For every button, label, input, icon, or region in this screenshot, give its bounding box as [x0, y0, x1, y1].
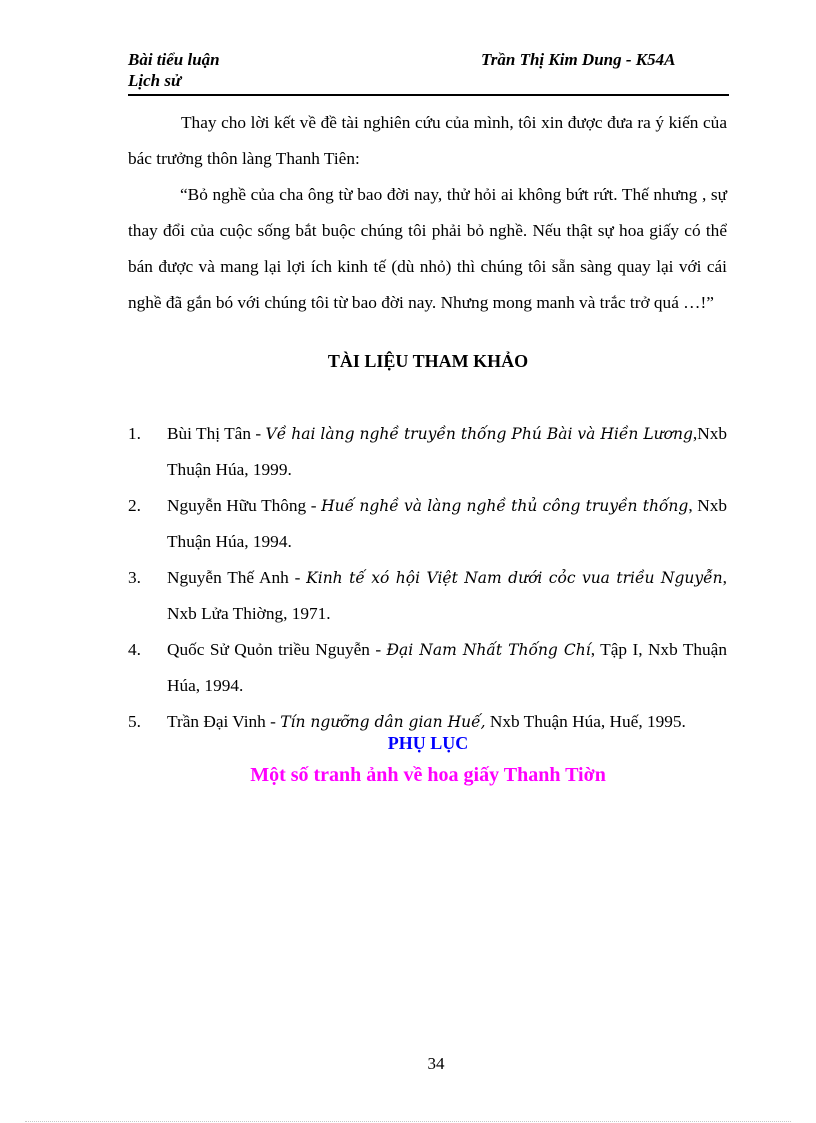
- reference-number: 4.: [128, 640, 141, 659]
- header-course-line1: Bài tiểu luận: [128, 50, 220, 69]
- header-author: Trần Thị Kim Dung - K54A: [481, 50, 676, 69]
- reference-author: Bùi Thị Tân -: [167, 424, 266, 443]
- page-boundary-divider: [25, 1121, 791, 1122]
- page-header: [128, 48, 729, 96]
- reference-number: 2.: [128, 496, 141, 515]
- closing-text: [128, 105, 727, 321]
- reference-publisher: ,Nxb Thuận Húa, 1999.: [167, 424, 727, 479]
- closing-paragraph-intro: Thay cho lời kết về đề tài nghiên cứu của mình, tôi xin được đưa ra ý kiến của bác trưởng thôn làng Thanh Tiên:: [128, 113, 727, 168]
- reference-item-1: [128, 416, 727, 488]
- reference-title: Kinh tế xó hội Việt Nam dưới cỏc vua triều Nguyễn: [306, 569, 723, 587]
- references-list: [128, 416, 727, 740]
- header-course-title: [128, 49, 220, 91]
- reference-title: Về hai làng nghề truyền thống Phú Bài và Hiền Lương: [265, 425, 693, 443]
- header-course-line2: Lịch sử: [128, 71, 182, 90]
- reference-author: Nguyễn Hữu Thông -: [167, 496, 322, 515]
- reference-publisher: , Tập I, Nxb Thuận Húa, 1994.: [167, 640, 727, 695]
- reference-author: Quốc Sử Quỏn triều Nguyễn -: [167, 640, 387, 659]
- page-number: 34: [427, 1054, 445, 1073]
- reference-publisher: , Nxb Lửa Thiờng, 1971.: [167, 568, 727, 623]
- reference-title: Tín ngưỡng dân gian Huế,: [280, 713, 486, 731]
- appendix-subtitle: Một số tranh ảnh về hoa giấy Thanh Tiờn: [250, 764, 606, 786]
- references-heading: TÀI LIỆU THAM KHẢO: [327, 351, 529, 371]
- reference-title: Đại Nam Nhất Thống Chí: [386, 641, 591, 659]
- reference-author: Nguyễn Thế Anh -: [167, 568, 307, 587]
- reference-item-2: [128, 488, 727, 560]
- appendix-heading: PHỤ LỤC: [387, 733, 469, 753]
- reference-item-3: [128, 560, 727, 632]
- reference-item-4: [128, 632, 727, 704]
- closing-paragraph-quote: “Bỏ nghề của cha ông từ bao đời nay, thử hỏi ai không bứt rứt. Thế nhưng , sự thay đổi của cuộc sống bắt buộc chúng tôi phải bỏ nghề. Nếu thật sự hoa giấy có thể bán được và mang lại lợi ích kinh tế (dù nhỏ) thì chúng tôi sẵn sàng quay lại với cái nghề đã gắn bó với chúng tôi từ bao đời nay. Nhưng mong manh và trắc trở quá …!”: [128, 185, 727, 312]
- reference-number: 5.: [128, 712, 141, 731]
- reference-number: 1.: [128, 424, 141, 443]
- reference-title: Huế nghề và làng nghề thủ công truyền thống: [321, 497, 689, 515]
- reference-publisher: , Nxb Thuận Húa, 1994.: [167, 496, 728, 551]
- reference-author: Trần Đại Vinh -: [167, 712, 281, 731]
- reference-number: 3.: [128, 568, 141, 587]
- reference-publisher: Nxb Thuận Húa, Huế, 1995.: [485, 712, 686, 731]
